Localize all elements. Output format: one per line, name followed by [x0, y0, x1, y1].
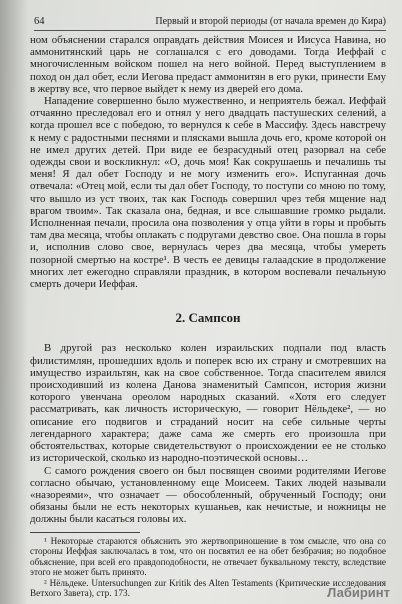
footnote: ¹ Некоторые стараются объяснить это жертвоприношение в том смысле, что она со стороны Иеффая заключалась в том, что он посвятил ее на обет безбрачия; но подобное объяснение, при всей его правдоподобности, не отвечает буквальному тексту, вследствие этого не может быть принято. [30, 535, 386, 578]
footnote: ² Нёльдеке. Untersuchungen zur Kritik des Alten Testaments (Критические исследования Ветхого Завета), стр. 173. [30, 577, 386, 599]
page-body [30, 34, 386, 599]
running-header [34, 16, 386, 31]
paragraph: ном объяснении старался оправдать действия Моисея и Иисуса Навина, но аммонитянский царь не соглашался с его доводами. Тогда Иеффай с многочисленным войском пошел на него войной. Перед выступлением в поход он дал обет, если Иегова предаст аммонитян в его руки, принести Ему в жертву все, что первое выйдет к нему из дверей его дома. [30, 34, 386, 95]
paragraph: Нападение совершенно было мужественно, и неприятель бежал. Иеффай отчаянно преследовал его и отнял у него двадцать пастушеских селений, а когда прошел все с победою, то вернулся к себе в Массифу. Здесь навстречу к нему с радостными песнями и плясками вышла дочь его, кроме которой он не имел других детей. При виде ее безрасудный отец разорвал на себе одежды свои и воскликнул: «О, дочь моя! Как сокрушаешь и печалишь ты меня! Я дал обет Господу и не могу изменить его». Испуганная дочь отвечала: «Отец мой, если ты дал обет Господу, то поступи со мною по тому, что вышло из уст твоих, так как Господь совершил чрез тебя мщение над врагом твоим». Так сказала она, бедная, и все слышавшие громко рыдали. Исполненная печали, просила она позволения у отца уйти в горы и пробыть там два месяца, чтобы оплакать с подругами девство свое. Она пошла в горы и, исполнив слово свое, вернулась через два месяца, чтобы умереть позорной смертью на костре¹. В честь ее девицы галаадские в продолжение многих лет ежегодно справляли праздник, в котором воспевали печальную смерть дочери Иеффая. [30, 95, 386, 291]
running-title: Первый и второй периоды (от начала времен до Кира) [155, 16, 386, 27]
paragraph: С самого рождения своего он был посвящен своими родителями Иегове согласно обычаю, установленному еще Моисеем. Таких людей называли «назореями», что означает — обособленный, обрученный Господу; они обязаны были не есть некоторых кушаньев, как нечистые, и ножницы не должны были касаться головы их. [30, 464, 386, 526]
page-number: 64 [34, 16, 45, 27]
paragraph: В другой раз несколько колен израильских подпали под власть филистимлян, прошедших вдоль и поперек всю их страну и смотревших на имущество израильтян, как на свое собственное. Тогда спасителем явился происходивший из колена Данова знаменитый Сампсон, история жизни которого увенчана ореолом народных сказаний. «Хотя его следует рассматривать, как личность историческую, — говорит Нёльдеке², — но описание его подвигов и страданий носит на себе сильные черты легендарного характера; даже сама же смерть его произошла при обстоятельствах, которые свидетельствуют о происхождении ее не столько из исторической, сколько из народно-поэтической основы… [30, 342, 386, 465]
section-heading: 2. Сампсон [175, 310, 241, 326]
footnote-rule [30, 532, 140, 533]
watermark-logo: Лабиринт [327, 585, 390, 600]
page-gutter-shadow [0, 0, 28, 604]
